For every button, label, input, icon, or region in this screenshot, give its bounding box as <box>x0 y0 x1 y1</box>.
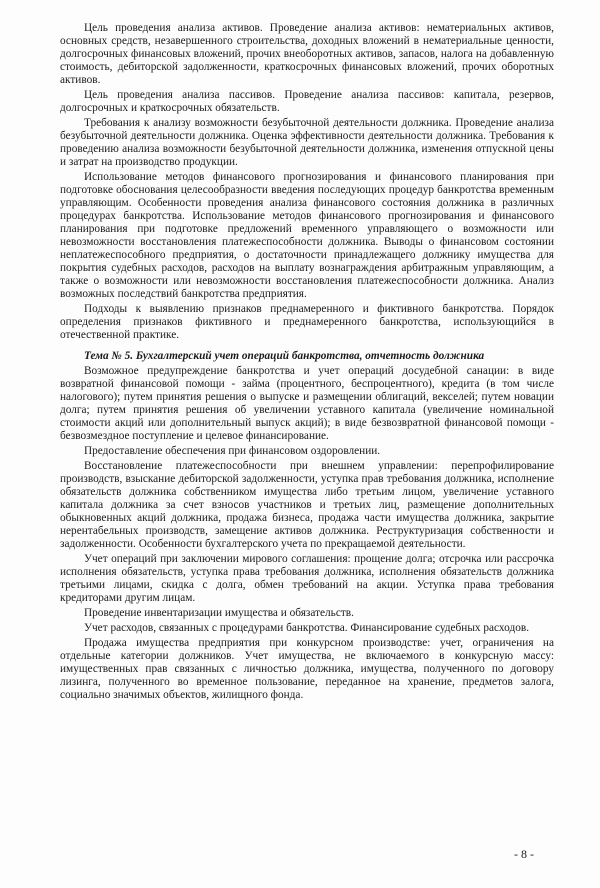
paragraph-external-management: Восстановление платежеспособности при внешнем управлении: перепрофилирование производств, взыскание дебиторской задолженности, уступка прав требования должника, исполнение обязательств должника собственником имущества либо третьим лицом, увеличение уставного капитала должника за счет взносов участников и третьих лиц, размещение дополнительных обыкновенных акций должника, продажа бизнеса, продажа части имущества должника, закрытие нерентабельных производств, замещение активов должника. Реструктуризация собственности и задолженности. Особенности бухгалтерского учета по прекращаемой деятельности. <box>60 460 554 550</box>
paragraph-fictitious-bankruptcy: Подходы к выявлению признаков преднамеренного и фиктивного банкротства. Порядок определения признаков фиктивного и преднамеренного банкротства, использующийся в отечественной практике. <box>60 303 554 341</box>
paragraph-financial-forecasting: Использование методов финансового прогнозирования и финансового планирования при подготовке обоснования целесообразности введения последующих процедур банкротства временным управляющим. Особенности проведения анализа финансового состояния должника в различных процедурах банкротства. Использование методов финансового прогнозирования и финансового планирования при подготовке предложений временного управляющего о возможности или невозможности восстановления платежеспособности должника. Выводы о финансовом состоянии неплатежеспособного предприятия, о достаточности принадлежащего должнику имущества для покрытия судебных расходов, расходов на выплату вознаграждения арбитражным управляющим, а также о возможности или невозможности восстановления платежеспособности должника. Анализ возможных последствий банкротства предприятия. <box>60 171 554 300</box>
section-heading: Тема № 5. Бухгалтерский учет операций банкротства, отчетность должника <box>84 350 485 362</box>
paragraph-bankruptcy-expenses: Учет расходов, связанных с процедурами банкротства. Финансирование судебных расходов. <box>84 622 530 634</box>
paragraph-settlement-agreement: Учет операций при заключении мирового соглашения: прощение долга; отсрочка или рассрочка исполнения обязательств, уступка права требования должника, исполнения обязательств должника третьими лицами, скидка с долга, обмен требований на акции. Уступка права требования кредиторами другим лицам. <box>60 553 554 604</box>
paragraph-inventory: Проведение инвентаризации имущества и обязательств. <box>84 607 354 619</box>
paragraph-security-provision: Предоставление обеспечения при финансовом оздоровлении. <box>84 445 381 457</box>
paragraph-pre-trial-sanation: Возможное предупреждение банкротства и учет операций досудебной санации: в виде возвратной финансовой помощи - займа (процентного, беспроцентного), кредита (в том числе налогового); путем принятия решения о выпуске и размещении облигаций, векселей; путем новации долга; путем принятия решения об увеличении уставного капитала (увеличение номинальной стоимости акций или дополнительный выпуск акций); в виде безвозвратной финансовой помощи - безвозмездное поступление и целевое финансирование. <box>60 365 554 442</box>
paragraph-breakeven-analysis: Требования к анализу возможности безубыточной деятельности должника. Проведение анализа безубыточной деятельности должника. Оценка эффективности деятельности должника. Требования к проведению анализа возможности безубыточной деятельности должника, изменения отпускной цены и затрат на производство продукции. <box>60 117 554 168</box>
paragraph-liabilities-analysis: Цель проведения анализа пассивов. Проведение анализа пассивов: капитала, резервов, долгосрочных и краткосрочных обязательств. <box>60 89 554 114</box>
page-number: - 8 - <box>514 847 534 861</box>
paragraph-assets-analysis: Цель проведения анализа активов. Проведение анализа активов: нематериальных активов, основных средств, незавершенного строительства, доходных вложений в нематериальные ценности, долгосрочных финансовых вложений, прочих внеоборотных активов, запасов, налога на добавленную стоимость, дебиторской задолженности, краткосрочных финансовых вложений, прочих оборотных активов. <box>60 22 554 86</box>
paragraph-property-sale: Продажа имущества предприятия при конкурсном производстве: учет, ограничения на отдельные категории должников. Учет имущества, не включаемого в конкурсную массу: имущественных прав связанных с личностью должника, имущества, полученного по договору лизинга, полученного во временное пользование, переданное на хранение, предметов залога, социально значимых объектов, жилищного фонда. <box>60 637 554 701</box>
